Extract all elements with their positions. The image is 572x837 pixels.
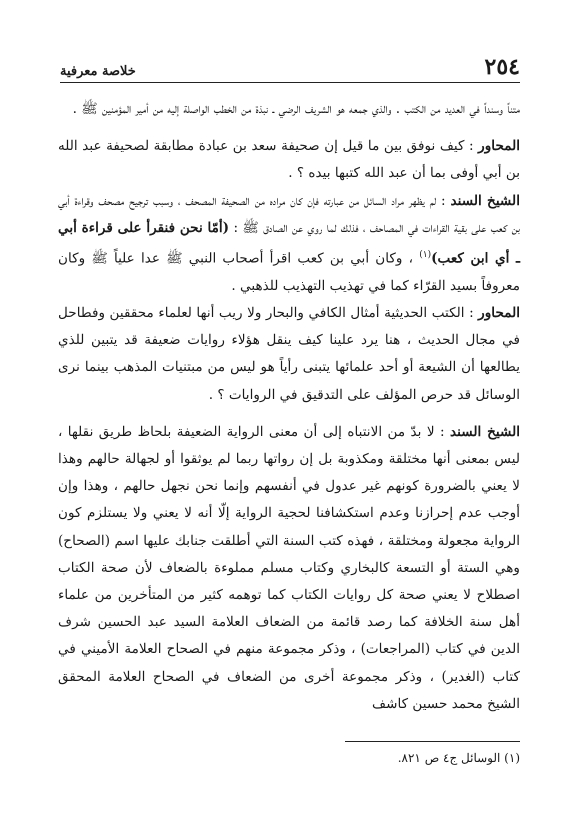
- paragraph: [58, 188, 520, 300]
- footnote-marker: (١): [419, 250, 432, 261]
- speaker-label: المحاور: [478, 138, 520, 155]
- page-body: [58, 96, 520, 718]
- paragraph-text: : الكتب الحديثية أمثال الكافي والبحار ولا ريب أنها لعلماء محققين وفطاحل في مجال الحديث ، هنا يرد علينا كيف ينقل هؤلاء روايات ضعيفة قد يتبين للذي يطالعها أن الشيعة أو أحد علمائها يتبنى رأياً هو ليس من مبتنيات المذهب بينما نرى الوسائل قد حرص المؤلف على التدقيق في الروايات ؟ .: [58, 304, 520, 403]
- footnote-divider: [345, 741, 520, 742]
- footnote: (١) الوسائل ج٤ ص ٨٢١.: [397, 751, 520, 765]
- paragraph-text: : لم يظهر مراد السائل من عبارته فإن كان مراده من الصحيفة المصحف ، وسبب ترجيح مصحف وقراءة أبي بن كعب على بقية القراءات في المصاحف ، فذلك لما روي عن الصادق ﷺ :: [58, 192, 520, 236]
- speaker-label: المحاور: [478, 304, 520, 321]
- paragraph-text: متناً وسنداً في العديد من الكتب . والذي جمعه هو الشريف الرضي ـ نبذة من الخطب الواصلة إليه من أمير المؤمنين ﷺ .: [72, 101, 520, 117]
- paragraph: [58, 419, 520, 718]
- page-number: ٢٥٤: [484, 54, 520, 80]
- page-header: [60, 44, 520, 83]
- running-title: خلاصة معرفية: [60, 64, 136, 79]
- speaker-label: الشيخ السند: [449, 423, 520, 440]
- paragraph: [58, 133, 520, 187]
- paragraph: [58, 96, 520, 123]
- paragraph-text: : لا بدّ من الانتباه إلى أن معنى الرواية الضعيفة بلحاظ طريق نقلها ، ليس بمعنى أنها مختلقة ومكذوبة بل إن رواتها ربما لم يوثقوا أو لجهالة حالهم وهذا لا يعني بالضرورة كونهم غير عدول في أنفسهم وإنما نحن نجهل حالهم ، وهذا وإن أوجب عدم إحرازنا وعدم استكشافنا لحجية الرواية إلّا أنه لا يعني ولا يستلزم كون الرواية مجعولة ومختلقة ، فهذه كتب السنة التي أطلقت جنابك عليها اسم (الصحاح) وهي الستة أو التسعة كالبخاري وكتاب مسلم مملوءة بالضعاف لأن صحة الكتاب اصطلاح لا يعني صحة كل روايات الكتاب كما توهمه كثير من المتأخرين من علماء أهل سنة الخلافة كما رصد قائمة من الضعاف العلامة السيد عبد الحسين شرف الدين في كتاب (المراجعات) ، وذكر مجموعة منهم في الصحاح العلامة الأميني في كتاب (الغدير) ، وذكر مجموعة أخرى من الضعاف في الصحاح العلامة المحقق الشيخ محمد حسين كاشف: [58, 423, 520, 712]
- paragraph-text-continued: ، وكان أبي بن كعب اقرأ أصحاب النبي ﷺ عدا علياً ﷺ وكان معروفاً بسيد القرّاء كما في تهذيب التهذيب للذهبي .: [58, 250, 520, 294]
- paragraph-text: : كيف نوفق بين ما قيل إن صحيفة سعد بن عبادة مطابقة لصحيفة عبد الله بن أبي أوفى بما أن عبد الله كتبها بيده ؟ .: [58, 138, 520, 182]
- paragraph: [58, 300, 520, 409]
- hadith-quote: (أمّا نحن فنقرأ على قراءة أبي ـ أي ابن كعب): [58, 219, 520, 267]
- speaker-label: الشيخ السند: [450, 192, 520, 209]
